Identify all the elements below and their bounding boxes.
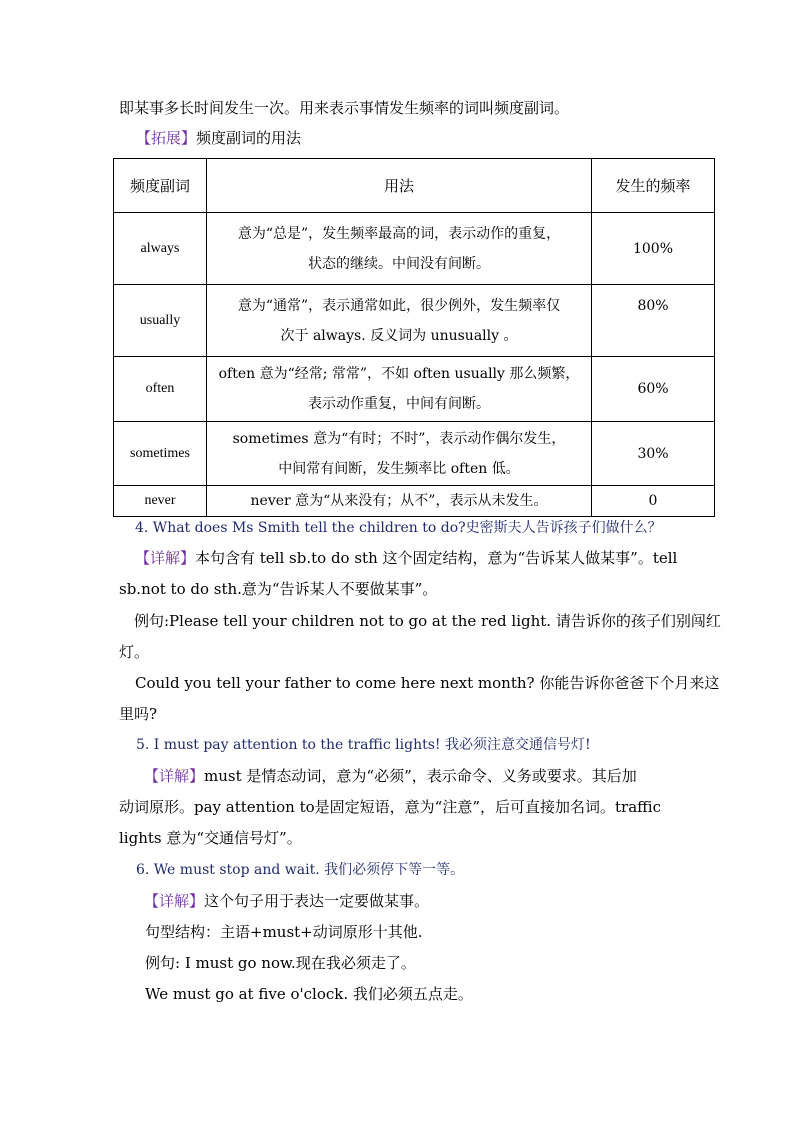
- usage-line: 表示动作重复，中间有间断。: [308, 396, 490, 412]
- q6-example2: We must go at five o'clock. 我们必须五点走。: [145, 985, 473, 1003]
- q4-detail-line1: [135, 548, 677, 568]
- table-row: [114, 357, 715, 422]
- question-5: 5. I must pay attention to the traffic lights! 我必须注意交通信号灯!: [136, 737, 591, 753]
- adverb-cell: usually: [114, 285, 207, 357]
- usage-line: never 意为“从来没有；从不”，表示从未发生。: [250, 493, 548, 509]
- intro-line: [119, 98, 569, 118]
- question-4: 4. What does Ms Smith tell the children to do?史密斯夫人告诉孩子们做什么？: [135, 520, 662, 536]
- q4-detail-line2: sb.not to do sth.意为“告诉某人不要做某事”。: [119, 580, 438, 598]
- table-row: [114, 486, 715, 517]
- table-header-row: [114, 159, 715, 213]
- q5-detail-line2: 动词原形。pay attention to是固定短语，意为“注意”，后可直接加名词。traffic: [119, 798, 662, 816]
- detail-tag: 【详解】: [135, 549, 196, 567]
- frequency-cell: 30%: [592, 422, 715, 486]
- frequency-cell: 0: [592, 486, 715, 517]
- frequency-cell: 100%: [592, 213, 715, 285]
- extend-title: 频度副词的用法: [196, 129, 302, 147]
- detail-tag: 【详解】: [144, 892, 205, 910]
- adverb-cell: never: [114, 486, 207, 517]
- frequency-adverb-table: [113, 158, 715, 517]
- usage-line: 中间常有间断，发生频率比 often 低。: [278, 460, 520, 477]
- header-frequency: 发生的频率: [592, 159, 715, 213]
- usage-cell: [207, 285, 592, 357]
- header-adverb: 频度副词: [114, 159, 207, 213]
- usage-line: 次于 always. 反义词为 unusually 。: [280, 327, 518, 344]
- q5-detail-line1: [144, 766, 637, 786]
- q6-structure: 句型结构：主语+must+动词原形十其他.: [145, 923, 423, 941]
- detail-text: 这个句子用于表达一定要做某事。: [204, 892, 430, 910]
- usage-line: 意为“通常”，表示通常如此，很少例外，发生频率仅: [237, 297, 561, 314]
- q6-example1: 例句: I must go now.现在我必须走了。: [145, 954, 416, 972]
- table-row: [114, 213, 715, 285]
- usage-cell: [207, 486, 592, 517]
- adverb-cell: sometimes: [114, 422, 207, 486]
- adverb-cell: often: [114, 357, 207, 422]
- q5-detail-line3: lights 意为“交通信号灯”。: [119, 829, 302, 847]
- usage-line: often 意为“经常; 常常”，不如 often usually 那么频繁，: [218, 366, 580, 382]
- q4-example1-line2: 灯。: [119, 643, 150, 661]
- usage-cell: [207, 422, 592, 486]
- usage-cell: [207, 357, 592, 422]
- adverb-cell: always: [114, 213, 207, 285]
- usage-line: sometimes 意为“有时；不时”，表示动作偶尔发生，: [232, 430, 566, 447]
- q4-example2-line1: Could you tell your father to come here next month? 你能告诉你爸爸下个月来这: [135, 674, 720, 692]
- frequency-cell: 60%: [592, 357, 715, 422]
- extend-heading: [136, 128, 301, 148]
- detail-text: 本句含有 tell sb.to do sth 这个固定结构，意为“告诉某人做某事”。tell: [195, 549, 678, 567]
- usage-line: 意为“总是”，发生频率最高的词，表示动作的重复，: [237, 225, 561, 242]
- question-6: 6. We must stop and wait. 我们必须停下等一等。: [136, 862, 465, 878]
- extend-tag: 【拓展】: [136, 129, 197, 147]
- frequency-cell: 80%: [592, 285, 715, 357]
- q4-example1-line1: 例句:Please tell your children not to go at the red light. 请告诉你的孩子们别闯红: [134, 612, 721, 630]
- table-row: [114, 285, 715, 357]
- table-row: [114, 422, 715, 486]
- usage-line: 状态的继续。中间没有间断。: [308, 255, 490, 272]
- usage-cell: [207, 213, 592, 285]
- q4-example2-line2: 里吗?: [119, 705, 158, 723]
- header-usage: 用法: [207, 159, 592, 213]
- intro-text: 即某事多长时间发生一次。用来表示事情发生频率的词叫频度副词。: [119, 99, 570, 117]
- q6-detail-line1: [144, 891, 429, 911]
- detail-text: must 是情态动词，意为“必须”，表示命令、义务或要求。其后加: [204, 767, 637, 785]
- detail-tag: 【详解】: [144, 767, 205, 785]
